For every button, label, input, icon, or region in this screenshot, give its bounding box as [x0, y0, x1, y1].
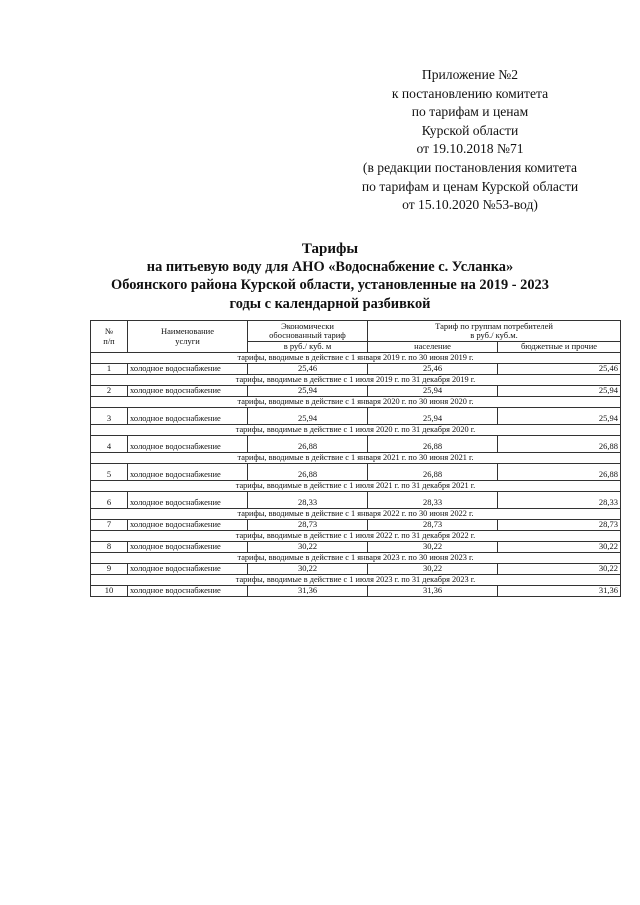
period-row: тарифы, вводимые в действие с 1 января 2023 г. по 30 июня 2023 г.: [91, 553, 621, 564]
table-row: 3 холодное водоснабжение 25,94 25,94 25,94: [91, 408, 621, 425]
table-row: 6 холодное водоснабжение 28,33 28,33 28,33: [91, 492, 621, 509]
page-title: Тарифы: [301, 241, 359, 257]
header-service: Наименование услуги: [128, 321, 248, 353]
period-row: тарифы, вводимые в действие с 1 января 2021 г. по 30 июня 2021 г.: [91, 453, 621, 464]
table-row: 8 холодное водоснабжение 30,22 30,22 30,22: [91, 542, 621, 553]
title-line: годы с календарной разбивкой: [229, 295, 431, 312]
period-row: тарифы, вводимые в действие с 1 января 2022 г. по 30 июня 2022 г.: [91, 509, 621, 520]
period-row: тарифы, вводимые в действие с 1 июля 2023 г. по 31 декабря 2023 г.: [91, 575, 621, 586]
period-row: тарифы, вводимые в действие с 1 января 2019 г. по 30 июня 2019 г.: [91, 353, 621, 364]
table-row: 10 холодное водоснабжение 31,36 31,36 31,36: [91, 586, 621, 597]
header-population: население: [368, 342, 498, 353]
appendix-line: к постановлению комитета: [391, 85, 549, 101]
appendix-line: по тарифам и ценам Курской области: [361, 178, 579, 194]
title-line: на питьевую воду для АНО «Водоснабжение с. Усланка»: [146, 259, 514, 276]
period-row: тарифы, вводимые в действие с 1 июля 2019 г. по 31 декабря 2019 г.: [91, 375, 621, 386]
header-num: № п/п: [91, 321, 128, 353]
period-row: тарифы, вводимые в действие с 1 июля 2021 г. по 31 декабря 2021 г.: [91, 481, 621, 492]
appendix-line: (в редакции постановления комитета: [362, 159, 578, 175]
header-econ-unit: в руб./ куб. м: [248, 342, 368, 353]
appendix-line: от 15.10.2020 №53-вод): [402, 197, 538, 213]
table-row: 1 холодное водоснабжение 25,46 25,46 25,46: [91, 364, 621, 375]
title-line: Обоянского района Курской области, установленные на 2019 - 2023: [111, 277, 549, 294]
tariff-table: [90, 320, 621, 597]
appendix-line: по тарифам и ценам: [411, 104, 529, 120]
appendix-line: Приложение №2: [421, 67, 519, 82]
document-title: [80, 240, 580, 313]
header-group: Тариф по группам потребителей в руб./ куб.м.: [368, 321, 621, 342]
table-row: 5 холодное водоснабжение 26,88 26,88 26,88: [91, 464, 621, 481]
appendix-line: Курской области: [421, 122, 519, 138]
appendix-line: от 19.10.2018 №71: [416, 141, 524, 157]
period-row: тарифы, вводимые в действие с 1 января 2020 г. по 30 июня 2020 г.: [91, 397, 621, 408]
header-econ: Экономически обоснованный тариф: [248, 321, 368, 342]
appendix-header: [320, 66, 620, 215]
header-budget: бюджетные и прочие: [498, 342, 621, 353]
table-row: 7 холодное водоснабжение 28,73 28,73 28,73: [91, 520, 621, 531]
table-row: 4 холодное водоснабжение 26,88 26,88 26,88: [91, 436, 621, 453]
period-row: тарифы, вводимые в действие с 1 июля 2022 г. по 31 декабря 2022 г.: [91, 531, 621, 542]
period-row: тарифы, вводимые в действие с 1 июля 2020 г. по 31 декабря 2020 г.: [91, 425, 621, 436]
table-row: 2 холодное водоснабжение 25,94 25,94 25,94: [91, 386, 621, 397]
table-row: 9 холодное водоснабжение 30,22 30,22 30,22: [91, 564, 621, 575]
